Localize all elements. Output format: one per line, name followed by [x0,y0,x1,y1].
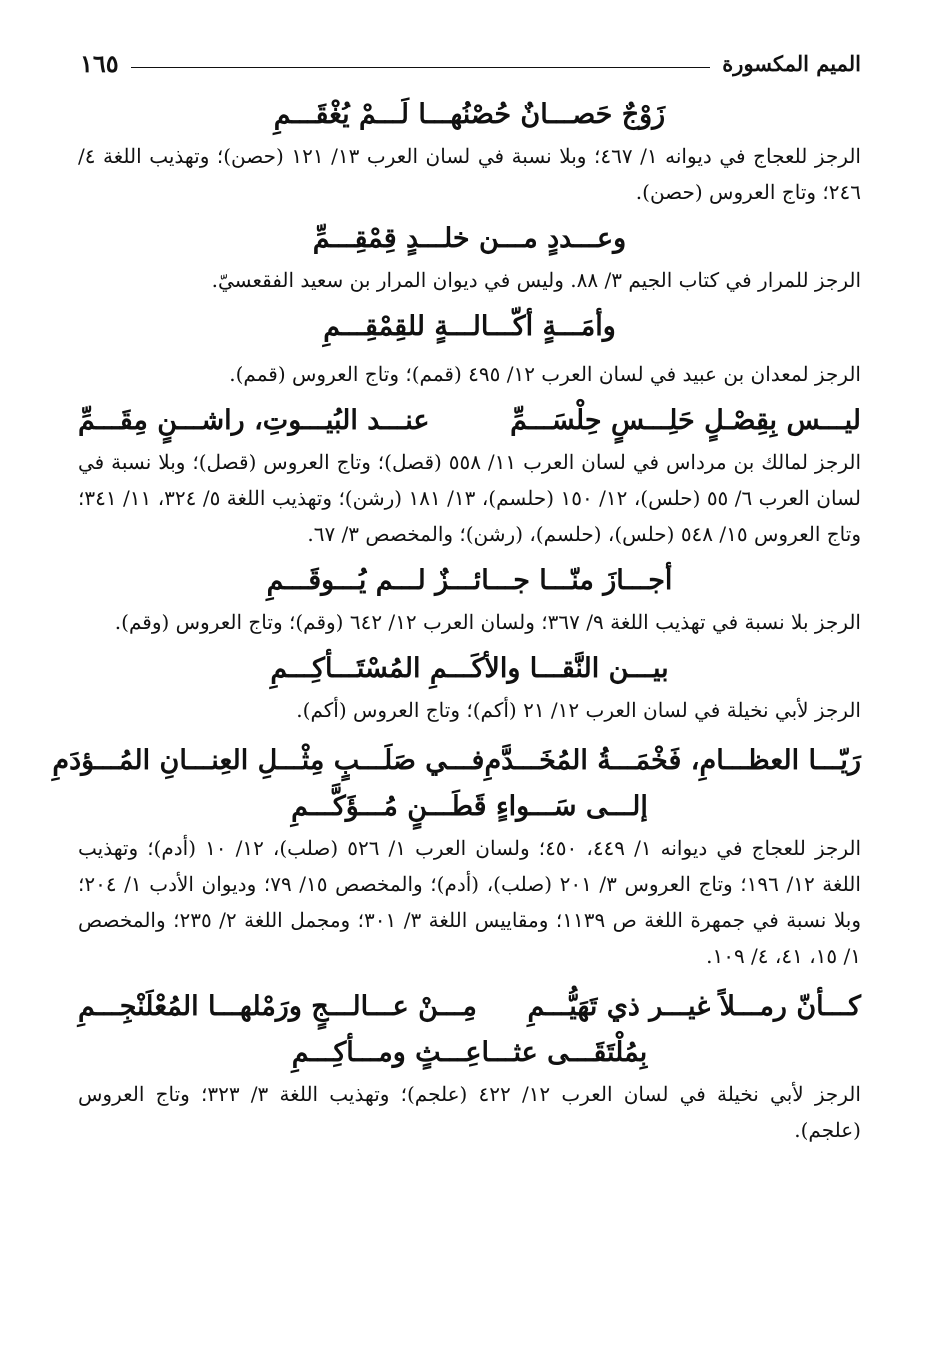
verse-hemistich-second: فـــي صَلَـــبٍ مِثْـــلِ العِنـــانِ المُـــؤدَمِ [52,745,485,776]
verse-hemistich-first: ليـــس بِقِصْـلٍ حَلِـــسٍ حِلْسَـــمِّ [510,405,861,436]
verse-line: أجـــازَ منّـــا جـــائـــزٌ لـــم يُـــوقَـــمِ [266,565,673,596]
verse-note: الرجز للمرار في كتاب الجيم ٣/ ٨٨. وليس في ديوان المرار بن سعيد الفقعسيّ. [211,268,861,292]
verse-note: الرجز للعجاج في ديوانه ١/ ٤٦٧؛ وبلا نسبة في لسان العرب ١٣/ ١٢١ (حصن)؛ وتهذيب اللغة ٤/ ٢٤٦؛ وتاج العروس (حصن). [78,144,861,204]
verse-note: الرجز لمالك بن مرداس في لسان العرب ١١/ ٥٥٨ (قصل)؛ وتاج العروس (قصل)؛ وبلا نسبة في لسان العرب ٦/ ٥٥ (حلس)، ١٢/ ١٥٠ (حلسم)، ١٣/ ١٨١ (رشن)؛ وتهذيب اللغة ٥/ ٣٢٤، ١١/ ٣٤١؛ وتاج العروس ١٥/ ٥٤٨ (حلس)، (حلسم)، (رشن)؛ والمخصص ٣/ ٦٧. [78,450,861,546]
verse-note: الرجز لأبي نخيلة في لسان العرب ١٢/ ٤٢٢ (علجم)؛ وتهذيب اللغة ٣/ ٣٢٣؛ وتاج العروس (علجم). [78,1082,861,1142]
header-rule [131,67,711,68]
verse-note: الرجز بلا نسبة في تهذيب اللغة ٩/ ٣٦٧؛ ولسان العرب ١٢/ ٦٤٢ (وقم)؛ وتاج العروس (وقم). [114,610,861,634]
verse-hemistich-first: رَيّـــا العظـــامِ، فَخْمَـــةُ المُخَـــدَّمِ [484,745,861,776]
verse-line-split [78,398,861,444]
verse-line: بِمُلْتَقَـــى عثـــاعِـــثٍ ومـــأكِـــمِ [291,1037,648,1068]
verse-hemistich-first: كـــأنّ رمـــلاً غيـــر ذي تَهَيُّـــمِ [527,991,861,1022]
verse-hemistich-second: مِـــنْ عـــالـــجٍ ورَمْلهـــا المُعْلَنْجِـــمِ [78,991,477,1022]
verse-line: زَوْجٌ حَصـــانٌ حُصْنُهـــا لَـــمْ يُغْقَـــمِ [273,99,666,130]
page-content [52,92,862,1148]
verse-line: بيـــن النَّقـــا والأكَـــمِ المُسْتَـــأكِـــمِ [270,653,669,684]
verse-line: وعـــددٍ مـــن خلـــدٍ قِمْقِـــمِّ [312,223,627,254]
verse-note: الرجز لمعدان بن عبيد في لسان العرب ١٢/ ٤٩٥ (قمم)؛ وتاج العروس (قمم). [229,362,861,386]
page-number: ١٦٥ [80,48,119,78]
verse-note: الرجز للعجاج في ديوانه ١/ ٤٤٩، ٤٥٠؛ ولسان العرب ١/ ٥٢٦ (صلب)، ١٢/ ١٠ (أدم)؛ وتهذيب اللغة ١٢/ ١٩٦؛ وتاج العروس ٣/ ٢٠١ (صلب)، (أدم)؛ والمخصص ١٥/ ٧٩؛ وديوان الأدب ١/ ٢٠٤؛ وبلا نسبة في جمهرة اللغة ص ١١٣٩؛ ومقاييس اللغة ٣/ ٣٠١؛ ومجمل اللغة ٢/ ٢٣٥؛ والمخصص ١/ ١٥، ٤١، ٤/ ١٠٩. [78,836,862,968]
running-head: الميم المكسورة [722,50,861,76]
page-header [80,46,861,80]
verse-line-split [78,984,861,1030]
verse-line: إلـــى سَـــواءٍ قَطَـــنٍ مُـــؤَكَّـــمِ [291,791,648,822]
verse-note: الرجز لأبي نخيلة في لسان العرب ١٢/ ٢١ (أكم)؛ وتاج العروس (أكم). [296,698,861,722]
verse-hemistich-second: عنـــد البُيـــوتِ، راشـــنٍ مِقَـــمِّ [78,405,430,436]
verse-line: وأمَـــةٍ أكّـــالـــةٍ للقِمْقِـــمِ [323,311,616,342]
verse-line-split [52,738,861,784]
